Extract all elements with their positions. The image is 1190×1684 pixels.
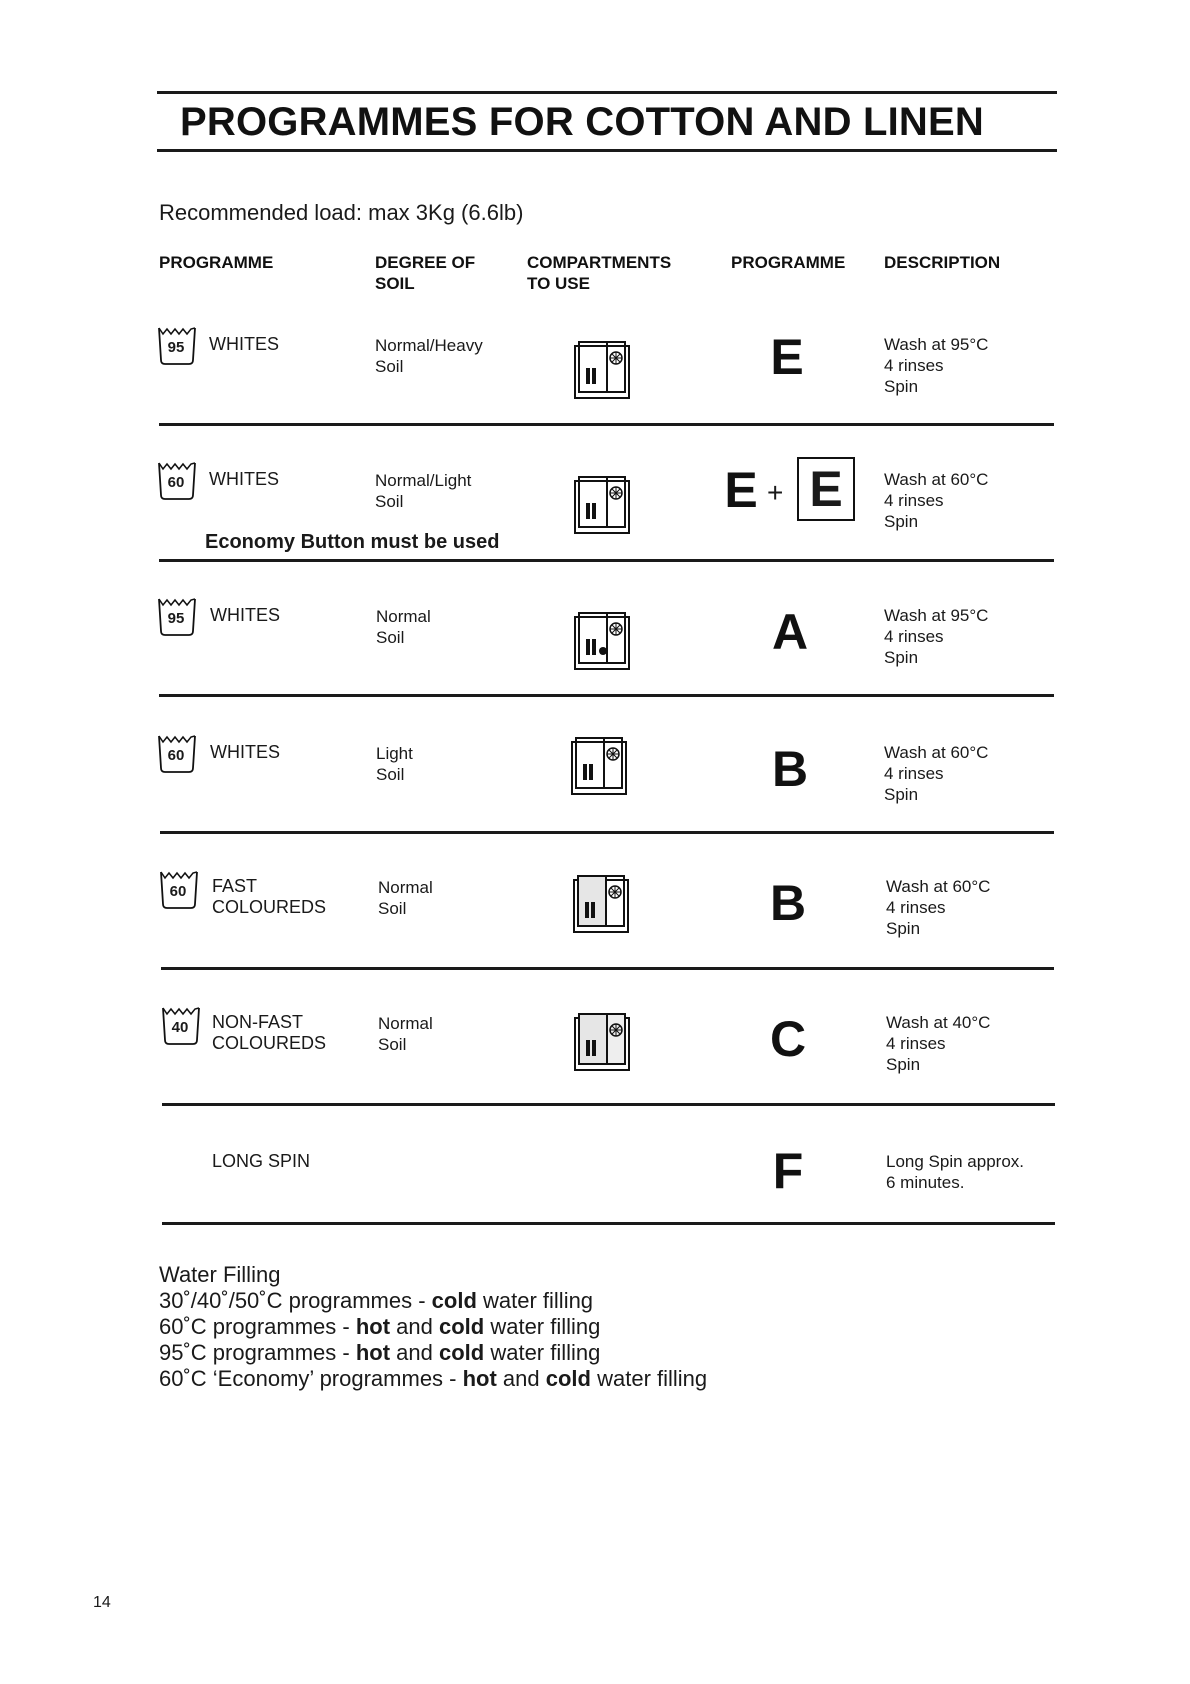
title-rule-top xyxy=(157,91,1057,94)
detergent-drawer-icon xyxy=(573,1012,633,1074)
row-divider xyxy=(159,559,1054,562)
temperature-label: 95 xyxy=(167,610,185,627)
programme-letter: B xyxy=(771,741,809,797)
row-divider xyxy=(159,423,1054,426)
page-number: 14 xyxy=(93,1594,111,1611)
detergent-drawer-icon xyxy=(572,874,632,936)
row-divider xyxy=(160,831,1054,834)
programme-description: Long Spin approx. 6 minutes. xyxy=(886,1152,1024,1192)
water-line: 95˚C programmes - hot and cold water filling xyxy=(159,1340,601,1365)
detergent-drawer-icon xyxy=(573,611,633,673)
programme-letter: C xyxy=(769,1011,807,1067)
header-programme-letter: PROGRAMME xyxy=(731,253,846,272)
programme-description: Wash at 40°C 4 rinses Spin xyxy=(886,1013,991,1074)
row-divider xyxy=(159,694,1054,697)
programme-name: WHITES xyxy=(209,469,279,489)
programme-description: Wash at 60°C 4 rinses Spin xyxy=(884,470,989,531)
wash-tub-icon xyxy=(157,326,195,364)
programme-letter: E xyxy=(724,462,758,518)
soil-degree: Normal/Heavy Soil xyxy=(375,336,483,376)
programme-letter: B xyxy=(769,875,807,931)
table-row xyxy=(0,597,1190,727)
header-programme: PROGRAMME xyxy=(159,253,274,272)
wash-tub-icon xyxy=(157,734,195,772)
programme-name: WHITES xyxy=(209,334,279,354)
recommended-load: Recommended load: max 3Kg (6.6lb) xyxy=(159,200,524,225)
water-line: 60˚C programmes - hot and cold water filling xyxy=(159,1314,601,1339)
table-row xyxy=(0,326,1190,456)
soil-degree: Normal Soil xyxy=(376,607,431,647)
programme-name: FAST COLOUREDS xyxy=(212,876,327,917)
temperature-label: 95 xyxy=(167,339,185,356)
water-filling-notes xyxy=(159,1262,707,1392)
title-rule-bottom xyxy=(157,149,1057,152)
table-row xyxy=(0,870,1190,1000)
page-title: PROGRAMMES FOR COTTON AND LINEN xyxy=(180,100,984,144)
table-row xyxy=(0,734,1190,864)
header-degree-of-soil: DEGREE OF SOIL xyxy=(375,253,476,293)
soil-degree: Normal Soil xyxy=(378,878,433,918)
wash-tub-icon xyxy=(159,870,197,908)
programme-name: LONG SPIN xyxy=(212,1151,311,1171)
water-line: 30˚/40˚/50˚C programmes - cold water filling xyxy=(159,1288,594,1313)
water-line: 60˚C ‘Economy’ programmes - hot and cold water filling xyxy=(159,1366,708,1391)
economy-programme-letter: E xyxy=(797,457,855,521)
programme-description: Wash at 95°C 4 rinses Spin xyxy=(884,335,989,396)
detergent-drawer-icon xyxy=(573,340,633,402)
programme-letter: E xyxy=(770,329,804,385)
programme-description: Wash at 95°C 4 rinses Spin xyxy=(884,606,989,667)
programme-description: Wash at 60°C 4 rinses Spin xyxy=(884,743,989,804)
detergent-drawer-icon xyxy=(570,736,630,798)
temperature-label: 60 xyxy=(167,747,185,764)
programme-name: WHITES xyxy=(210,742,280,762)
wash-tub-icon xyxy=(161,1006,199,1044)
row-divider xyxy=(162,1222,1055,1225)
header-compartments: COMPARTMENTS TO USE xyxy=(527,253,672,293)
soil-degree: Normal/Light Soil xyxy=(375,471,472,511)
temperature-label: 60 xyxy=(167,474,185,491)
detergent-drawer-icon xyxy=(573,475,633,537)
row-divider xyxy=(162,1103,1055,1106)
programme-description: Wash at 60°C 4 rinses Spin xyxy=(886,877,991,938)
programme-name: WHITES xyxy=(210,605,280,625)
programme-letter: F xyxy=(772,1143,804,1199)
table-row xyxy=(0,1006,1190,1136)
soil-degree: Light Soil xyxy=(376,744,413,784)
table-row xyxy=(0,461,1190,591)
programme-name: NON-FAST COLOUREDS xyxy=(212,1012,327,1053)
economy-note: Economy Button must be used xyxy=(205,531,500,553)
plus-sign: + xyxy=(767,477,784,508)
water-heading: Water Filling xyxy=(159,1262,281,1287)
row-divider xyxy=(161,967,1054,970)
temperature-label: 60 xyxy=(169,883,187,900)
soil-degree: Normal Soil xyxy=(378,1014,433,1054)
header-description: DESCRIPTION xyxy=(884,253,1001,272)
temperature-label: 40 xyxy=(171,1019,189,1036)
programme-letter: A xyxy=(771,604,809,660)
table-row xyxy=(0,1143,1190,1278)
wash-tub-icon xyxy=(157,461,195,499)
wash-tub-icon xyxy=(157,597,195,635)
